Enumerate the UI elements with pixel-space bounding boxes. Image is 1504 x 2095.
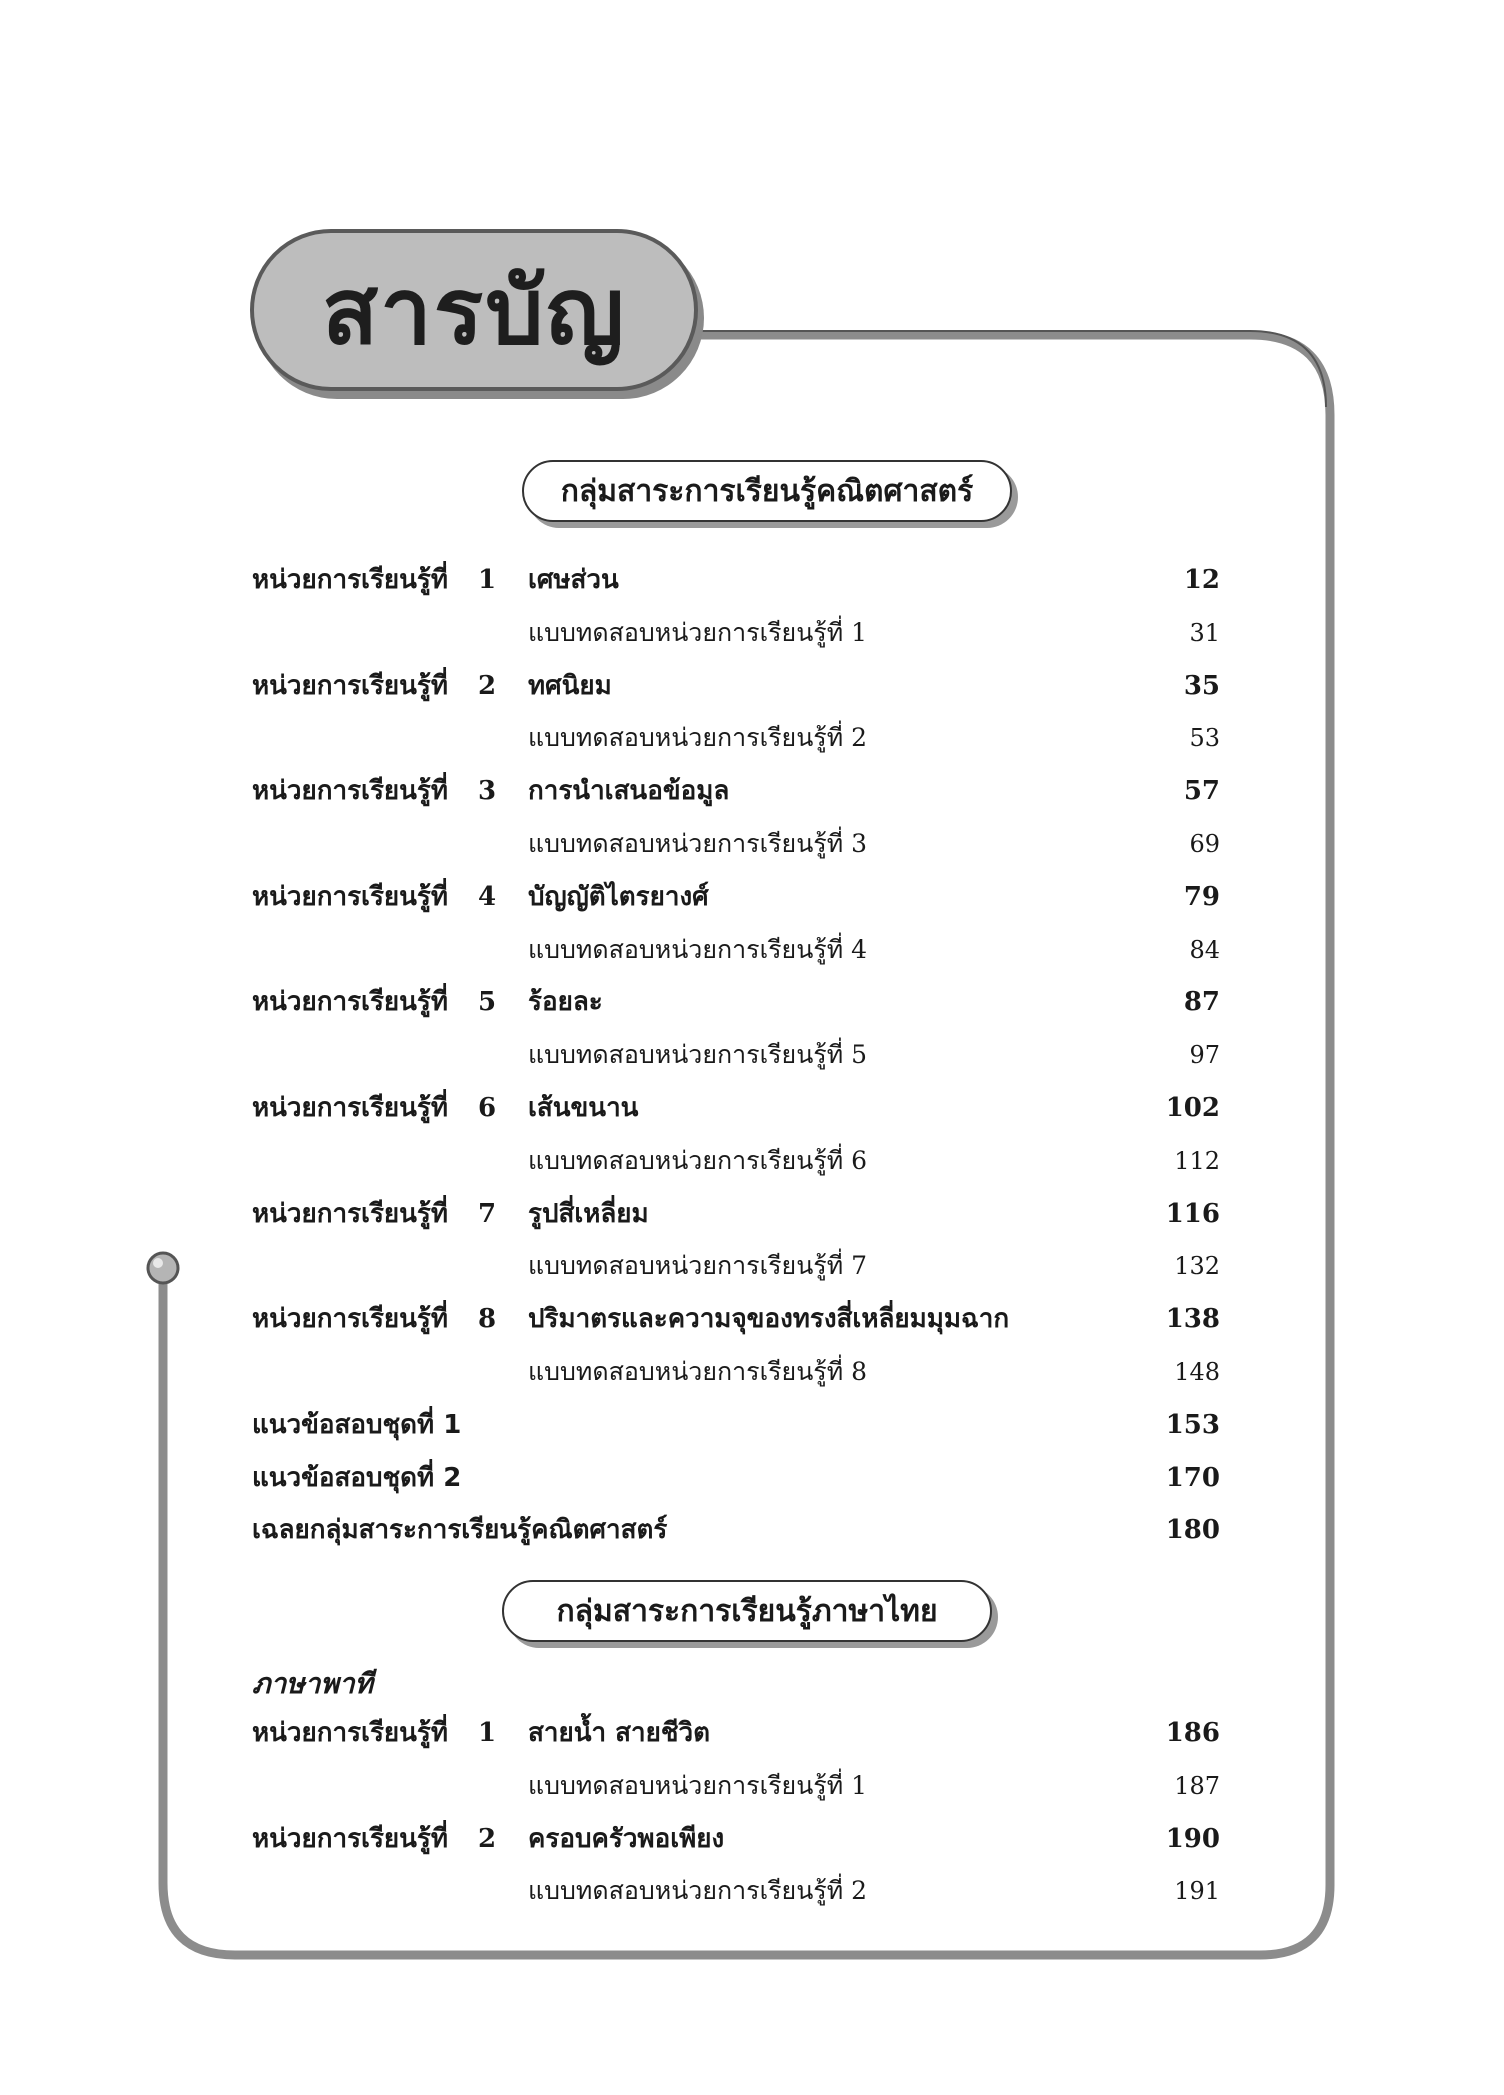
page-number: 79	[1183, 881, 1220, 912]
toc-row	[0, 1035, 1504, 1075]
page-number: 148	[1174, 1358, 1220, 1386]
test-entry: แบบทดสอบหน่วยการเรียนรู้ที่ 1	[528, 617, 868, 647]
unit-number: 1	[478, 565, 497, 595]
test-entry: แบบทดสอบหน่วยการเรียนรู้ที่ 4	[528, 934, 868, 964]
unit-label: หน่วยการเรียนรู้ที่	[252, 987, 449, 1018]
page-number: 84	[1189, 935, 1220, 964]
misc-entry: แนวข้อสอบชุดที่ 2	[252, 1462, 462, 1493]
unit-label: หน่วยการเรียนรู้ที่	[252, 565, 449, 595]
toc-row	[0, 1819, 1504, 1859]
page-number: 102	[1165, 1093, 1220, 1123]
unit-topic: บัญญัติไตรยางศ์	[528, 881, 709, 912]
unit-label: หน่วยการเรียนรู้ที่	[252, 1198, 449, 1229]
unit-topic: ครอบครัวพอเพียง	[528, 1823, 725, 1854]
test-entry: แบบทดสอบหน่วยการเรียนรู้ที่ 5	[528, 1040, 868, 1070]
page-number: 186	[1165, 1718, 1220, 1748]
test-entry: แบบทดสอบหน่วยการเรียนรู้ที่ 7	[528, 1251, 868, 1281]
page-number: 187	[1174, 1771, 1220, 1800]
test-entry: แบบทดสอบหน่วยการเรียนรู้ที่ 1	[528, 1770, 868, 1800]
toc-row	[0, 771, 1504, 811]
unit-topic: สายน้ำ สายชีวิต	[528, 1718, 710, 1748]
unit-number: 4	[478, 881, 497, 912]
toc-row	[0, 1352, 1504, 1392]
toc-row	[0, 613, 1504, 653]
toc-row	[0, 1246, 1504, 1286]
page-number: 69	[1189, 830, 1220, 858]
unit-label: หน่วยการเรียนรู้ที่	[252, 1718, 449, 1748]
page-number: 180	[1165, 1515, 1220, 1546]
toc-row	[0, 1510, 1504, 1550]
unit-number: 7	[478, 1198, 497, 1229]
page-number: 132	[1174, 1252, 1220, 1281]
unit-number: 6	[478, 1093, 497, 1123]
test-entry: แบบทดสอบหน่วยการเรียนรู้ที่ 2	[528, 1876, 868, 1906]
toc-row	[0, 1766, 1504, 1806]
page-number: 112	[1174, 1146, 1220, 1175]
toc-row	[0, 1141, 1504, 1181]
toc-row	[0, 666, 1504, 706]
toc-row	[0, 1871, 1504, 1911]
page-number: 87	[1183, 987, 1220, 1018]
unit-number: 2	[478, 670, 497, 701]
unit-topic: ปริมาตรและความจุของทรงสี่เหลี่ยมมุมฉาก	[528, 1304, 1010, 1335]
toc-row	[0, 560, 1504, 600]
unit-topic: เศษส่วน	[528, 565, 619, 595]
toc-row	[0, 1088, 1504, 1128]
test-entry: แบบทดสอบหน่วยการเรียนรู้ที่ 2	[528, 723, 868, 753]
unit-number: 2	[478, 1823, 497, 1854]
unit-topic: รูปสี่เหลี่ยม	[528, 1198, 649, 1229]
toc-row	[0, 824, 1504, 864]
section-heading-math: กลุ่มสาระการเรียนรู้คณิตศาสตร์	[522, 460, 1012, 522]
toc-row	[0, 1713, 1504, 1753]
section-heading-thai: กลุ่มสาระการเรียนรู้ภาษาไทย	[502, 1580, 992, 1642]
toc-row	[0, 1299, 1504, 1339]
unit-number: 3	[478, 776, 497, 807]
unit-label: หน่วยการเรียนรู้ที่	[252, 881, 449, 912]
unit-label: หน่วยการเรียนรู้ที่	[252, 670, 449, 701]
unit-topic: ทศนิยม	[528, 670, 612, 701]
page-number: 153	[1165, 1409, 1220, 1440]
misc-entry: เฉลยกลุ่มสาระการเรียนรู้คณิตศาสตร์	[252, 1515, 668, 1546]
page-number: 35	[1183, 670, 1220, 701]
misc-entry: แนวข้อสอบชุดที่ 1	[252, 1409, 462, 1440]
page-number: 31	[1189, 618, 1220, 647]
page-number: 57	[1183, 776, 1220, 807]
unit-label: หน่วยการเรียนรู้ที่	[252, 1093, 449, 1123]
toc-row	[0, 1194, 1504, 1234]
page-number: 53	[1189, 724, 1220, 753]
page-number: 116	[1165, 1198, 1220, 1229]
unit-number: 5	[478, 987, 497, 1018]
toc-row	[0, 1405, 1504, 1445]
toc-row	[0, 930, 1504, 970]
page-number: 97	[1189, 1041, 1220, 1070]
page-number: 170	[1165, 1462, 1220, 1493]
toc-row	[0, 982, 1504, 1022]
unit-label: หน่วยการเรียนรู้ที่	[252, 776, 449, 807]
unit-label: หน่วยการเรียนรู้ที่	[252, 1823, 449, 1854]
unit-topic: การนำเสนอข้อมูล	[528, 776, 730, 807]
unit-topic: เส้นขนาน	[528, 1093, 639, 1123]
test-entry: แบบทดสอบหน่วยการเรียนรู้ที่ 6	[528, 1145, 868, 1175]
toc-row	[0, 718, 1504, 758]
unit-topic: ร้อยละ	[528, 987, 603, 1018]
test-entry: แบบทดสอบหน่วยการเรียนรู้ที่ 3	[528, 829, 868, 858]
page-number: 191	[1174, 1877, 1220, 1906]
page-number: 138	[1165, 1304, 1220, 1335]
page-number: 190	[1165, 1823, 1220, 1854]
test-entry: แบบทดสอบหน่วยการเรียนรู้ที่ 8	[528, 1357, 868, 1386]
subheading-phasa-phathi: ภาษาพาที	[252, 1667, 373, 1700]
unit-label: หน่วยการเรียนรู้ที่	[252, 1304, 449, 1335]
toc-row	[0, 1458, 1504, 1498]
toc-row	[0, 877, 1504, 917]
page-number: 12	[1183, 565, 1220, 595]
page-title: สารบัญ	[321, 257, 626, 365]
unit-number: 1	[478, 1718, 497, 1748]
unit-number: 8	[478, 1304, 497, 1335]
